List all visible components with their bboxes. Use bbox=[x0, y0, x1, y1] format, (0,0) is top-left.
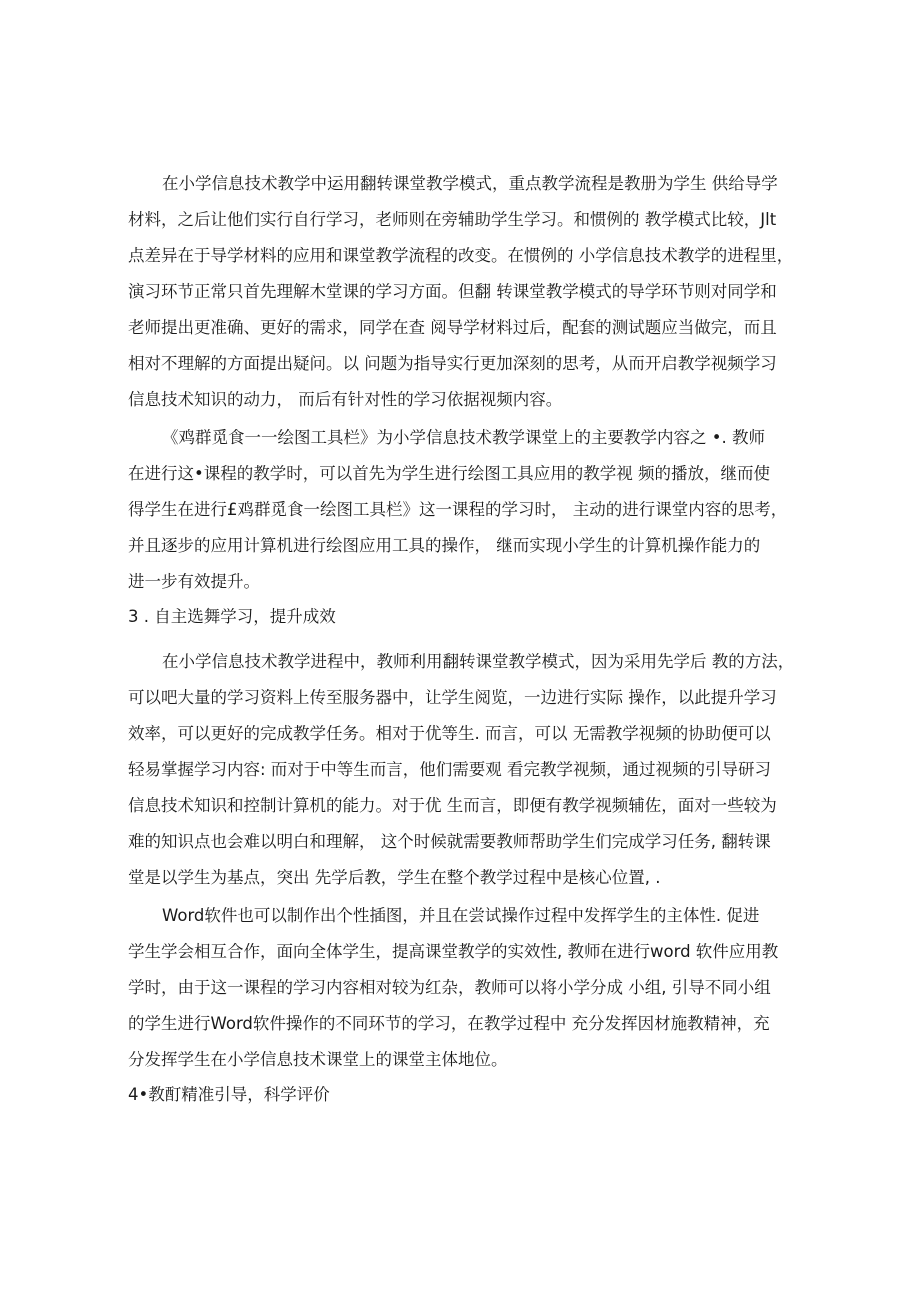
paragraph-drawing-toolbar-lesson bbox=[128, 420, 808, 600]
section-heading: 3 . 自主选舞学习，提升成效 bbox=[128, 607, 336, 626]
text-line: 并且逐步的应用计算机进行绘图应用工具的操作， 继而实现小学生的计算机操作能力的 bbox=[128, 536, 761, 555]
text-line: 效率，可以更好的完成教学任务。相对于优等生. 而言，可以 无需教学视频的协助便可以 bbox=[128, 724, 771, 743]
text-line: 在进行这•课程的教学时，可以首先为学生进行绘图工具应用的教学视 频的播放，继而使 bbox=[128, 464, 770, 483]
section-heading-3 bbox=[128, 599, 808, 635]
text-line: 得学生在进行£鸡群觅食一绘图工具栏》这一课程的学习时， 主动的进行课堂内容的思考， bbox=[128, 500, 788, 519]
paragraph-self-directed-learning bbox=[128, 644, 808, 896]
text-line: 老师提出更准确、更好的需求，同学在查 阅导学材料过后，配套的测试题应当做完，而且 bbox=[128, 318, 777, 337]
text-line: 《鸡群觅食一一绘图工具栏》为小学信息技术教学课堂上的主要教学内容之 •. 教师 bbox=[162, 428, 765, 447]
text-line: 在小学信息技术教学进程中，教师利用翻转课堂教学模式，因为采用先学后 教的方法， bbox=[162, 652, 795, 671]
text-line: 点差异在于导学材料的应用和课堂教学流程的改变。在惯例的 小学信息技术教学的进程里， bbox=[128, 246, 794, 265]
text-line: 进一步有效提升。 bbox=[128, 572, 260, 591]
text-line: 相对不理解的方面提出疑问。以 问题为指导实行更加深刻的思考，从而开启教学视频学习 bbox=[128, 354, 777, 373]
paragraph-word-software bbox=[128, 898, 808, 1078]
text-line: 学时，由于这一课程的学习内容相对较为红杂，教师可以将小学分成 小组, 引导不同小组 bbox=[128, 978, 771, 997]
text-line: 学生学会相互合作，面向全体学生，提高课堂教学的实效性, 教师在进行word 软件应用教 bbox=[128, 942, 779, 961]
text-line: Word软件也可以制作出个性插图，并且在尝试操作过程中发挥学生的主体性. 促进 bbox=[162, 906, 760, 925]
text-line: 演习环节正常只首先理解木堂课的学习方面。但翻 转课堂教学模式的导学环节则对同学和 bbox=[128, 282, 777, 301]
section-heading: 4•教酊精准引导，科学评价 bbox=[128, 1085, 330, 1104]
section-heading-4 bbox=[128, 1077, 808, 1113]
text-line: 在小学信息技术教学中运用翻转课堂教学模式，重点教学流程是教册为学生 供给导学 bbox=[162, 174, 778, 193]
paragraph-flipped-classroom-process bbox=[128, 166, 808, 418]
text-line: 材料，之后让他们实行自行学习，老师则在旁辅助学生学习。和惯例的 教学模式比较，Jlt bbox=[128, 210, 777, 229]
text-line: 分发挥学生在小学信息技术课堂上的课堂主体地位。 bbox=[128, 1050, 508, 1069]
text-line: 的学生进行Word软件操作的不同环节的学习，在教学过程中 充分发挥因材施教精神，充 bbox=[128, 1014, 770, 1033]
text-line: 可以吧大量的学习资料上传至服务器中，让学生阅览，一边进行实际 操作，以此提升学习 bbox=[128, 688, 777, 707]
text-line: 难的知识点也会难以明白和理解， 这个时候就需要教师帮助学生们完成学习任务, 翻转课 bbox=[128, 832, 771, 851]
text-line: 堂是以学生为基点，突出 先学后教，学生在整个教学过程中是核心位置, . bbox=[128, 868, 661, 887]
text-line: 信息技术知识的动力， 而后有针对性的学习依据视频内容。 bbox=[128, 390, 563, 409]
text-line: 信息技术知识和控制计算机的能力。对于优 生而言，即便有教学视频辅佐，面对一些较为 bbox=[128, 796, 777, 815]
text-line: 轻易掌握学习内容: 而对于中等生而言，他们需要观 看完教学视频，通过视频的引导研习 bbox=[128, 760, 772, 779]
